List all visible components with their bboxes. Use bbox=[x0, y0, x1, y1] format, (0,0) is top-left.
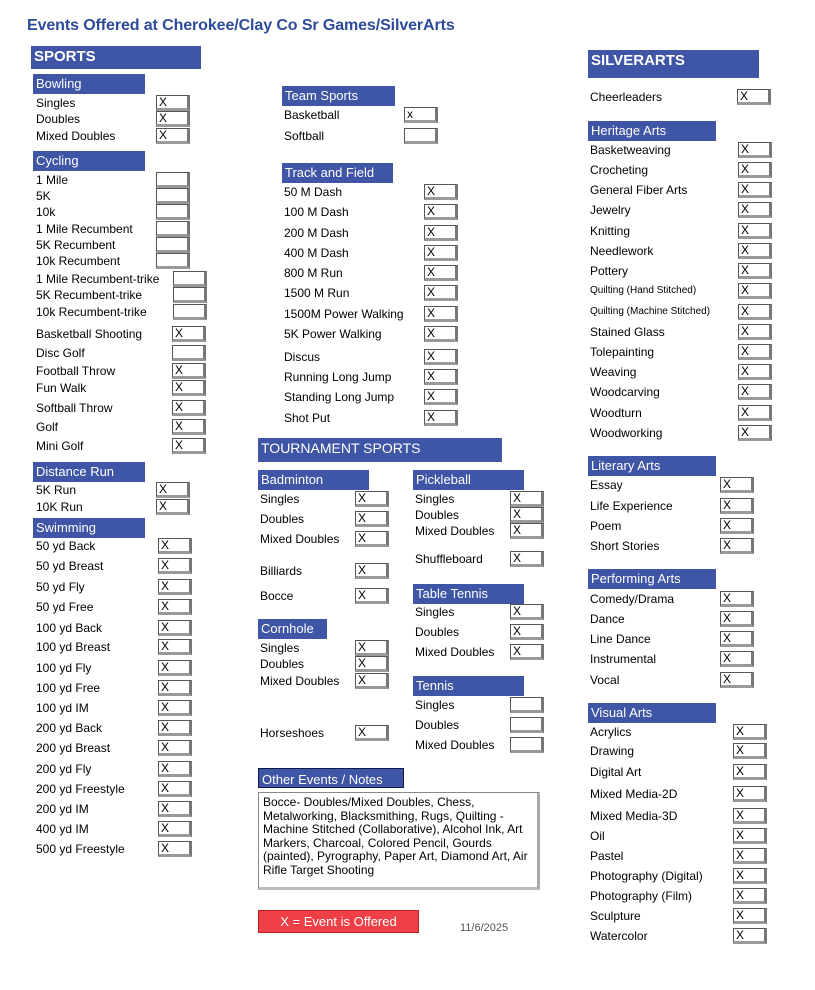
event-label: Golf bbox=[36, 420, 59, 434]
event-offered-checkbox[interactable]: X bbox=[733, 928, 767, 944]
event-offered-checkbox[interactable]: X bbox=[738, 182, 772, 198]
event-label: 50 yd Fly bbox=[36, 580, 85, 594]
event-label: Singles bbox=[260, 492, 300, 506]
event-offered-checkbox[interactable]: X bbox=[510, 507, 544, 523]
event-label: 500 yd Freestyle bbox=[36, 842, 125, 856]
event-offered-checkbox[interactable]: X bbox=[720, 477, 754, 493]
event-label: 400 M Dash bbox=[284, 246, 349, 260]
event-offered-checkbox[interactable]: X bbox=[158, 558, 192, 574]
event-offered-checkbox[interactable]: X bbox=[156, 128, 190, 144]
event-offered-checkbox[interactable]: X bbox=[158, 579, 192, 595]
event-label: Discus bbox=[284, 350, 321, 364]
legend-badge: X = Event is Offered bbox=[258, 910, 419, 933]
group-header-cycling: Cycling bbox=[33, 151, 145, 171]
event-offered-checkbox[interactable]: X bbox=[156, 499, 190, 515]
event-label: 200 yd Back bbox=[36, 721, 103, 735]
event-label: Doubles bbox=[415, 718, 460, 732]
event-offered-checkbox[interactable]: X bbox=[424, 225, 458, 241]
event-offered-checkbox[interactable]: X bbox=[733, 743, 767, 759]
event-offered-checkbox[interactable]: X bbox=[355, 588, 389, 604]
event-label: 100 yd Fly bbox=[36, 661, 92, 675]
event-offered-checkbox[interactable]: X bbox=[738, 405, 772, 421]
event-offered-checkbox[interactable] bbox=[510, 717, 544, 733]
event-offered-checkbox[interactable]: X bbox=[158, 599, 192, 615]
event-label: Poem bbox=[590, 519, 622, 533]
event-offered-checkbox[interactable]: X bbox=[720, 611, 754, 627]
event-offered-checkbox[interactable]: X bbox=[738, 304, 772, 320]
group-header-literary-arts: Literary Arts bbox=[588, 456, 716, 476]
event-offered-checkbox[interactable] bbox=[173, 287, 207, 303]
event-label: 1500M Power Walking bbox=[284, 307, 404, 321]
event-offered-checkbox[interactable]: X bbox=[733, 848, 767, 864]
event-label: Essay bbox=[590, 478, 623, 492]
event-label: Crocheting bbox=[590, 163, 649, 177]
event-label: Woodworking bbox=[590, 426, 663, 440]
event-offered-checkbox[interactable]: X bbox=[172, 326, 206, 342]
event-offered-checkbox[interactable]: X bbox=[738, 162, 772, 178]
event-label: Woodturn bbox=[590, 406, 642, 420]
event-label: Line Dance bbox=[590, 632, 651, 646]
event-offered-checkbox[interactable]: X bbox=[156, 95, 190, 111]
event-offered-checkbox[interactable]: X bbox=[720, 518, 754, 534]
event-offered-checkbox[interactable]: X bbox=[158, 620, 192, 636]
event-offered-checkbox[interactable]: X bbox=[510, 604, 544, 620]
event-label: Singles bbox=[415, 698, 455, 712]
event-label: Photography (Film) bbox=[590, 889, 693, 903]
event-offered-checkbox[interactable]: X bbox=[733, 908, 767, 924]
event-offered-checkbox[interactable]: X bbox=[738, 344, 772, 360]
event-label: Oil bbox=[590, 829, 605, 843]
event-offered-checkbox[interactable]: X bbox=[733, 828, 767, 844]
event-label: Vocal bbox=[590, 673, 620, 687]
event-label: Knitting bbox=[590, 224, 631, 238]
event-offered-checkbox[interactable]: X bbox=[424, 306, 458, 322]
event-offered-checkbox[interactable]: X bbox=[738, 223, 772, 239]
event-label: 400 yd IM bbox=[36, 822, 89, 836]
event-label: Instrumental bbox=[590, 652, 657, 666]
event-label: Mini Golf bbox=[36, 439, 84, 453]
event-label: Watercolor bbox=[590, 929, 648, 943]
event-label: Mixed Doubles bbox=[260, 674, 340, 688]
event-offered-checkbox[interactable]: X bbox=[510, 523, 544, 539]
event-offered-checkbox[interactable]: X bbox=[733, 724, 767, 740]
event-label: Pastel bbox=[590, 849, 624, 863]
group-header-bowling: Bowling bbox=[33, 74, 145, 94]
event-offered-checkbox[interactable]: X bbox=[738, 263, 772, 279]
event-label: 200 M Dash bbox=[284, 226, 349, 240]
event-offered-checkbox[interactable]: X bbox=[720, 498, 754, 514]
document-date: 11/6/2025 bbox=[460, 922, 509, 934]
event-label: 100 yd Back bbox=[36, 621, 103, 635]
event-label: 5K bbox=[36, 189, 51, 203]
event-offered-checkbox[interactable] bbox=[156, 204, 190, 220]
event-label: Quilting (Machine Stitched) bbox=[590, 306, 711, 317]
event-label: Horseshoes bbox=[260, 726, 325, 740]
event-label: Mixed Doubles bbox=[260, 532, 340, 546]
event-label: Mixed Doubles bbox=[36, 129, 116, 143]
event-label: Billiards bbox=[260, 564, 303, 578]
event-offered-checkbox[interactable]: X bbox=[424, 410, 458, 426]
group-header-heritage-arts: Heritage Arts bbox=[588, 121, 716, 141]
event-offered-checkbox[interactable] bbox=[510, 737, 544, 753]
event-label: Singles bbox=[415, 492, 455, 506]
event-label: Doubles bbox=[36, 112, 81, 126]
event-label: Life Experience bbox=[590, 499, 673, 513]
event-label: Woodcarving bbox=[590, 385, 660, 399]
event-label: Shuffleboard bbox=[415, 552, 483, 566]
event-offered-checkbox[interactable]: X bbox=[424, 245, 458, 261]
event-label: 800 M Run bbox=[284, 266, 343, 280]
silverarts-header: SILVERARTS bbox=[588, 50, 759, 78]
event-label: Drawing bbox=[590, 744, 635, 758]
group-header-tennis: Tennis bbox=[413, 676, 524, 696]
group-header-performing-arts: Performing Arts bbox=[588, 569, 716, 589]
event-label: Acrylics bbox=[590, 725, 632, 739]
event-label: 100 yd Breast bbox=[36, 640, 111, 654]
group-header-badminton: Badminton bbox=[258, 470, 369, 490]
event-label: 50 M Dash bbox=[284, 185, 343, 199]
event-offered-checkbox[interactable]: X bbox=[158, 660, 192, 676]
event-label: Mixed Media-2D bbox=[590, 787, 678, 801]
event-offered-checkbox[interactable] bbox=[156, 221, 190, 237]
event-offered-checkbox[interactable]: X bbox=[720, 538, 754, 554]
event-offered-checkbox[interactable]: X bbox=[738, 283, 772, 299]
event-label: Mixed Media-3D bbox=[590, 809, 678, 823]
event-offered-checkbox[interactable]: X bbox=[172, 380, 206, 396]
event-offered-checkbox[interactable]: X bbox=[738, 425, 772, 441]
event-offered-checkbox[interactable]: X bbox=[733, 808, 767, 824]
event-label: Fun Walk bbox=[36, 381, 87, 395]
event-label: 1 Mile Recumbent-trike bbox=[36, 272, 160, 286]
event-label: Sculpture bbox=[590, 909, 641, 923]
sports-header: SPORTS bbox=[31, 46, 201, 69]
event-offered-checkbox[interactable]: X bbox=[738, 142, 772, 158]
event-label: Football Throw bbox=[36, 364, 116, 378]
event-offered-checkbox[interactable]: x bbox=[404, 107, 438, 123]
event-offered-checkbox[interactable]: X bbox=[158, 700, 192, 716]
event-offered-checkbox[interactable]: X bbox=[158, 680, 192, 696]
event-label: 1500 M Run bbox=[284, 286, 350, 300]
event-offered-checkbox[interactable]: X bbox=[158, 639, 192, 655]
event-offered-checkbox[interactable]: X bbox=[424, 326, 458, 342]
event-label: Doubles bbox=[415, 508, 460, 522]
event-label: Digital Art bbox=[590, 765, 642, 779]
event-label: Photography (Digital) bbox=[590, 869, 703, 883]
event-label: Singles bbox=[36, 96, 76, 110]
event-offered-checkbox[interactable]: X bbox=[738, 324, 772, 340]
event-offered-checkbox[interactable]: X bbox=[510, 491, 544, 507]
event-offered-checkbox[interactable] bbox=[172, 345, 206, 361]
event-offered-checkbox[interactable]: X bbox=[720, 631, 754, 647]
event-label: Short Stories bbox=[590, 539, 660, 553]
event-label: 10K Run bbox=[36, 500, 83, 514]
group-header-pickleball: Pickleball bbox=[413, 470, 524, 490]
event-offered-checkbox[interactable]: X bbox=[172, 419, 206, 435]
event-label: 100 M Dash bbox=[284, 205, 349, 219]
event-offered-checkbox[interactable] bbox=[404, 128, 438, 144]
event-offered-checkbox[interactable]: X bbox=[172, 400, 206, 416]
event-label: 50 yd Free bbox=[36, 600, 94, 614]
event-offered-checkbox[interactable]: X bbox=[158, 821, 192, 837]
tournament-sports-header: TOURNAMENT SPORTS bbox=[258, 438, 502, 462]
event-label: Basketball Shooting bbox=[36, 327, 143, 341]
event-label: Pottery bbox=[590, 264, 629, 278]
event-label: Bocce bbox=[260, 589, 294, 603]
event-label: Jewelry bbox=[590, 203, 631, 217]
event-label: 100 yd IM bbox=[36, 701, 89, 715]
event-offered-checkbox[interactable] bbox=[156, 237, 190, 253]
event-offered-checkbox[interactable]: X bbox=[156, 111, 190, 127]
event-offered-checkbox[interactable] bbox=[173, 304, 207, 320]
group-header-team-sports: Team Sports bbox=[282, 86, 395, 106]
event-offered-checkbox[interactable]: X bbox=[738, 202, 772, 218]
event-label: 200 yd IM bbox=[36, 802, 89, 816]
event-label: 10k Recumbent bbox=[36, 254, 121, 268]
event-label: Softball bbox=[284, 129, 325, 143]
event-label: Standing Long Jump bbox=[284, 390, 395, 404]
event-label: Weaving bbox=[590, 365, 637, 379]
event-offered-checkbox[interactable]: X bbox=[355, 491, 389, 507]
event-label: 10k Recumbent-trike bbox=[36, 305, 147, 319]
event-offered-checkbox[interactable]: X bbox=[733, 868, 767, 884]
event-offered-checkbox[interactable]: X bbox=[424, 389, 458, 405]
event-label: Doubles bbox=[415, 625, 460, 639]
event-label: Singles bbox=[415, 605, 455, 619]
event-offered-checkbox[interactable]: X bbox=[355, 531, 389, 547]
event-label: Cheerleaders bbox=[590, 90, 663, 104]
event-offered-checkbox[interactable]: X bbox=[733, 888, 767, 904]
event-label: Mixed Doubles bbox=[415, 645, 495, 659]
event-offered-checkbox[interactable] bbox=[173, 271, 207, 287]
event-offered-checkbox[interactable]: X bbox=[738, 364, 772, 380]
event-label: 50 yd Back bbox=[36, 539, 96, 553]
event-offered-checkbox[interactable]: X bbox=[424, 265, 458, 281]
group-header-table-tennis: Table Tennis bbox=[413, 584, 524, 604]
event-offered-checkbox[interactable]: X bbox=[158, 801, 192, 817]
event-offered-checkbox[interactable]: X bbox=[510, 551, 544, 567]
event-label: 5K Recumbent bbox=[36, 238, 116, 252]
event-label: Mixed Doubles bbox=[415, 524, 495, 538]
event-label: Comedy/Drama bbox=[590, 592, 675, 606]
event-label: 5K Recumbent-trike bbox=[36, 288, 143, 302]
event-label: General Fiber Arts bbox=[590, 183, 688, 197]
event-offered-checkbox[interactable]: X bbox=[720, 672, 754, 688]
event-offered-checkbox[interactable]: X bbox=[424, 285, 458, 301]
event-offered-checkbox[interactable]: X bbox=[172, 363, 206, 379]
event-label: Doubles bbox=[260, 657, 305, 671]
event-offered-checkbox[interactable]: X bbox=[355, 656, 389, 672]
event-label: 10k bbox=[36, 205, 56, 219]
event-offered-checkbox[interactable]: X bbox=[355, 511, 389, 527]
event-offered-checkbox[interactable]: X bbox=[738, 243, 772, 259]
event-offered-checkbox[interactable]: X bbox=[158, 841, 192, 857]
event-label: 200 yd Breast bbox=[36, 741, 111, 755]
event-offered-checkbox[interactable]: X bbox=[737, 89, 771, 105]
event-offered-checkbox[interactable]: X bbox=[355, 563, 389, 579]
event-label: 200 yd Freestyle bbox=[36, 782, 125, 796]
event-offered-checkbox[interactable]: X bbox=[733, 786, 767, 802]
event-label: 200 yd Fly bbox=[36, 762, 92, 776]
event-label: Quilting (Hand Stitched) bbox=[590, 285, 697, 296]
notes-box: Bocce- Doubles/Mixed Doubles, Chess, Metalworking, Blacksmithing, Rugs, Quilting - Machine Stitched (Collaborative), Alcohol Ink, Art Markers, Charcoal, Colored Pencil, Gourds (painted), Pyrography, Paper Art, Diamond Art, Air Rifle Target Shooting bbox=[258, 792, 540, 890]
event-label: Basketball bbox=[284, 108, 340, 122]
event-offered-checkbox[interactable]: X bbox=[733, 764, 767, 780]
event-label: 100 yd Free bbox=[36, 681, 101, 695]
event-label: Dance bbox=[590, 612, 625, 626]
event-offered-checkbox[interactable] bbox=[156, 172, 190, 188]
event-offered-checkbox[interactable]: X bbox=[156, 482, 190, 498]
event-offered-checkbox[interactable] bbox=[156, 253, 190, 269]
event-offered-checkbox[interactable]: X bbox=[424, 349, 458, 365]
event-offered-checkbox[interactable]: X bbox=[158, 538, 192, 554]
event-offered-checkbox[interactable]: X bbox=[158, 740, 192, 756]
event-offered-checkbox[interactable]: X bbox=[158, 781, 192, 797]
event-offered-checkbox[interactable]: X bbox=[158, 720, 192, 736]
event-offered-checkbox[interactable]: X bbox=[355, 673, 389, 689]
group-header-cornhole: Cornhole bbox=[258, 619, 327, 639]
event-offered-checkbox[interactable]: X bbox=[355, 640, 389, 656]
event-label: 1 Mile Recumbent bbox=[36, 222, 133, 236]
event-offered-checkbox[interactable]: X bbox=[424, 369, 458, 385]
event-offered-checkbox[interactable]: X bbox=[158, 761, 192, 777]
event-offered-checkbox[interactable] bbox=[510, 697, 544, 713]
event-offered-checkbox[interactable]: X bbox=[720, 591, 754, 607]
event-label: Tolepainting bbox=[590, 345, 655, 359]
event-offered-checkbox[interactable]: X bbox=[424, 184, 458, 200]
event-offered-checkbox[interactable]: X bbox=[172, 438, 206, 454]
event-label: Stained Glass bbox=[590, 325, 665, 339]
page-title: Events Offered at Cherokee/Clay Co Sr Games/SilverArts bbox=[27, 17, 455, 34]
event-label: Shot Put bbox=[284, 411, 331, 425]
event-label: Basketweaving bbox=[590, 143, 671, 157]
group-header-visual-arts: Visual Arts bbox=[588, 703, 716, 723]
event-label: Doubles bbox=[260, 512, 305, 526]
event-label: Disc Golf bbox=[36, 346, 85, 360]
event-label: 5K Run bbox=[36, 483, 77, 497]
group-header-distance-run: Distance Run bbox=[33, 462, 145, 482]
event-label: Needlework bbox=[590, 244, 654, 258]
event-label: Mixed Doubles bbox=[415, 738, 495, 752]
event-label: 1 Mile bbox=[36, 173, 69, 187]
event-label: 5K Power Walking bbox=[284, 327, 382, 341]
event-offered-checkbox[interactable]: X bbox=[738, 384, 772, 400]
event-label: Singles bbox=[260, 641, 300, 655]
notes-header: Other Events / Notes bbox=[258, 768, 404, 788]
event-label: Running Long Jump bbox=[284, 370, 392, 384]
event-label: 50 yd Breast bbox=[36, 559, 104, 573]
group-header-track-and-field: Track and Field bbox=[282, 163, 393, 183]
event-offered-checkbox[interactable]: X bbox=[424, 204, 458, 220]
event-label: Softball Throw bbox=[36, 401, 113, 415]
event-offered-checkbox[interactable]: X bbox=[720, 651, 754, 667]
event-offered-checkbox[interactable]: X bbox=[355, 725, 389, 741]
event-offered-checkbox[interactable]: X bbox=[510, 644, 544, 660]
event-offered-checkbox[interactable] bbox=[156, 188, 190, 204]
group-header-swimming: Swimming bbox=[33, 518, 145, 538]
event-offered-checkbox[interactable]: X bbox=[510, 624, 544, 640]
